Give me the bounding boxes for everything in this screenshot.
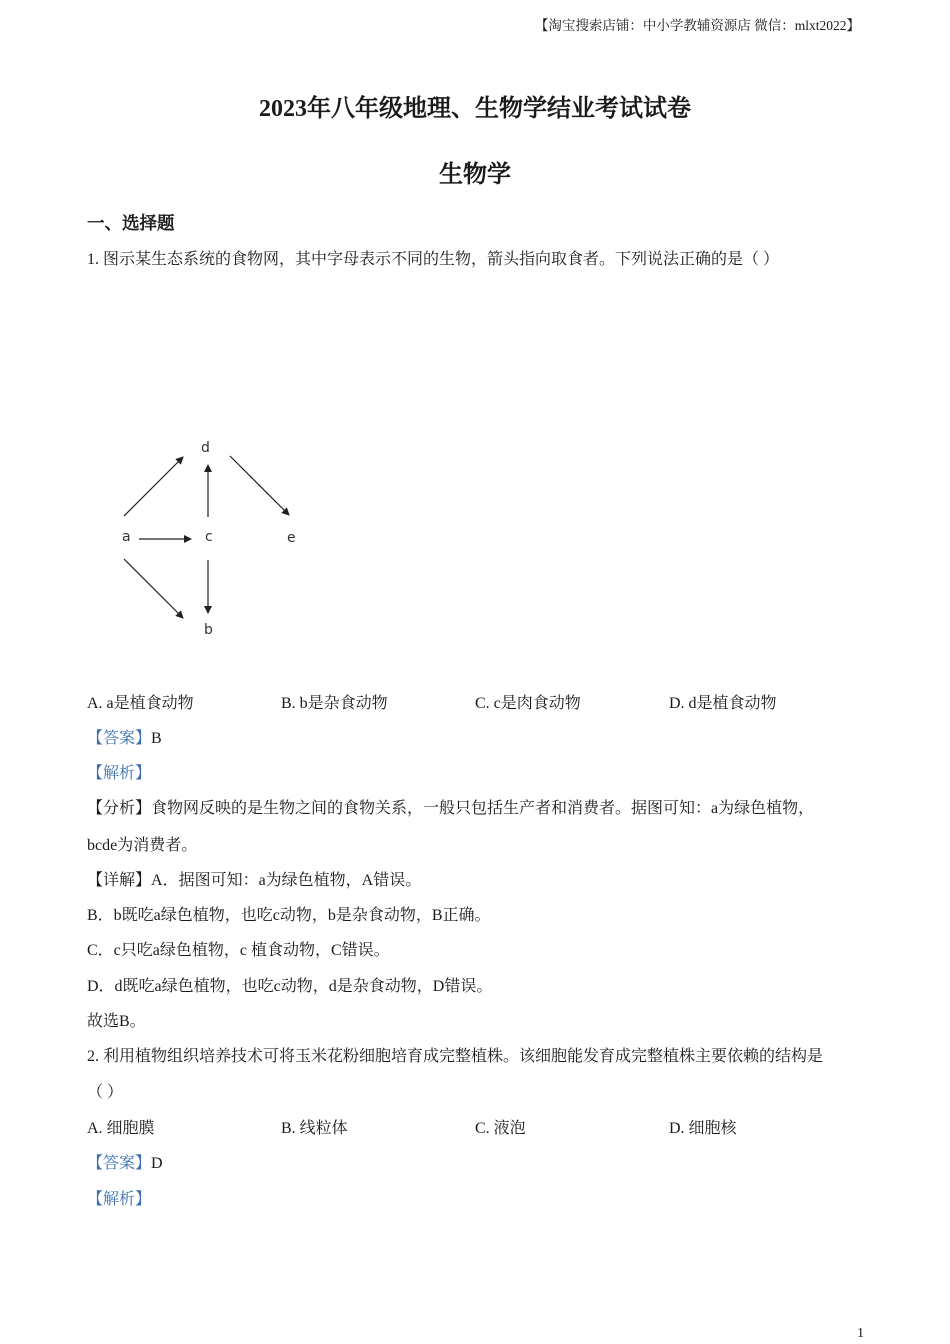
analysis-fenxi-line-2: bcde为消费者。	[87, 837, 198, 854]
arrow-d-to-e	[230, 456, 289, 515]
question-1-options	[87, 690, 867, 714]
analysis-fenxi-line-1	[87, 795, 814, 818]
node-a: a	[122, 529, 131, 545]
question-1-stem: 1. 图示某生态系统的食物网，其中字母表示不同的生物，箭头指向取食者。下列说法正确的是（ ）	[87, 251, 780, 268]
answer-value: B	[151, 730, 162, 747]
detail-a-text: A．据图可知：a为绿色植物，A错误。	[151, 872, 422, 889]
document-title: 2023年八年级地理、生物学结业考试试卷	[259, 96, 691, 122]
analysis-tag: 【解析】	[87, 765, 152, 782]
option-a[interactable]: A. 细胞膜	[87, 1120, 155, 1137]
question-2-stem-continued: （ ）	[87, 1084, 124, 1101]
page-number: 1	[857, 1326, 864, 1341]
fenxi-tag: 【分析】	[87, 800, 152, 817]
xiangjie-tag: 【详解】	[87, 872, 152, 889]
option-b[interactable]: B. 线粒体	[281, 1120, 348, 1137]
node-b: b	[204, 622, 213, 638]
node-c: c	[205, 529, 213, 545]
option-a[interactable]: A. a是植食动物	[87, 695, 194, 712]
node-e: e	[287, 530, 296, 546]
question-1-answer	[87, 725, 162, 748]
answer-tag: 【答案】	[87, 730, 152, 747]
header-note: 【淘宝搜索店铺：中小学教辅资源店 微信：mlxt2022】	[534, 18, 860, 33]
arrow-a-to-d	[124, 457, 183, 516]
option-d[interactable]: D. d是植食动物	[669, 695, 777, 712]
detail-line-c: C．c只吃a绿色植物，c 植食动物，C错误。	[87, 942, 390, 959]
food-web-diagram	[100, 430, 320, 650]
option-b[interactable]: B. b是杂食动物	[281, 695, 388, 712]
detail-line-d: D．d既吃a绿色植物，也吃c动物，d是杂食动物，D错误。	[87, 978, 493, 995]
answer-tag: 【答案】	[87, 1155, 152, 1172]
document-subtitle: 生物学	[439, 162, 511, 188]
node-d: d	[201, 440, 210, 456]
option-d[interactable]: D. 细胞核	[669, 1120, 737, 1137]
question-2-options	[87, 1115, 867, 1139]
option-c[interactable]: C. c是肉食动物	[475, 695, 581, 712]
analysis-tag: 【解析】	[87, 1191, 152, 1208]
answer-value: D	[151, 1155, 163, 1172]
conclusion: 故选B。	[87, 1013, 146, 1030]
fenxi-text: 食物网反映的是生物之间的食物关系，一般只包括生产者和消费者。据图可知：a为绿色植物，	[151, 800, 815, 817]
option-c[interactable]: C. 液泡	[475, 1120, 526, 1137]
question-2-stem: 2. 利用植物组织培养技术可将玉米花粉细胞培育成完整植株。该细胞能发育成完整植株主要依赖的结构是	[87, 1048, 824, 1065]
detail-line-a	[87, 867, 421, 890]
arrow-a-to-b	[124, 559, 183, 618]
question-2-answer	[87, 1150, 163, 1173]
section-heading: 一、选择题	[87, 213, 175, 233]
detail-line-b: B．b既吃a绿色植物，也吃c动物，b是杂食动物，B正确。	[87, 907, 491, 924]
